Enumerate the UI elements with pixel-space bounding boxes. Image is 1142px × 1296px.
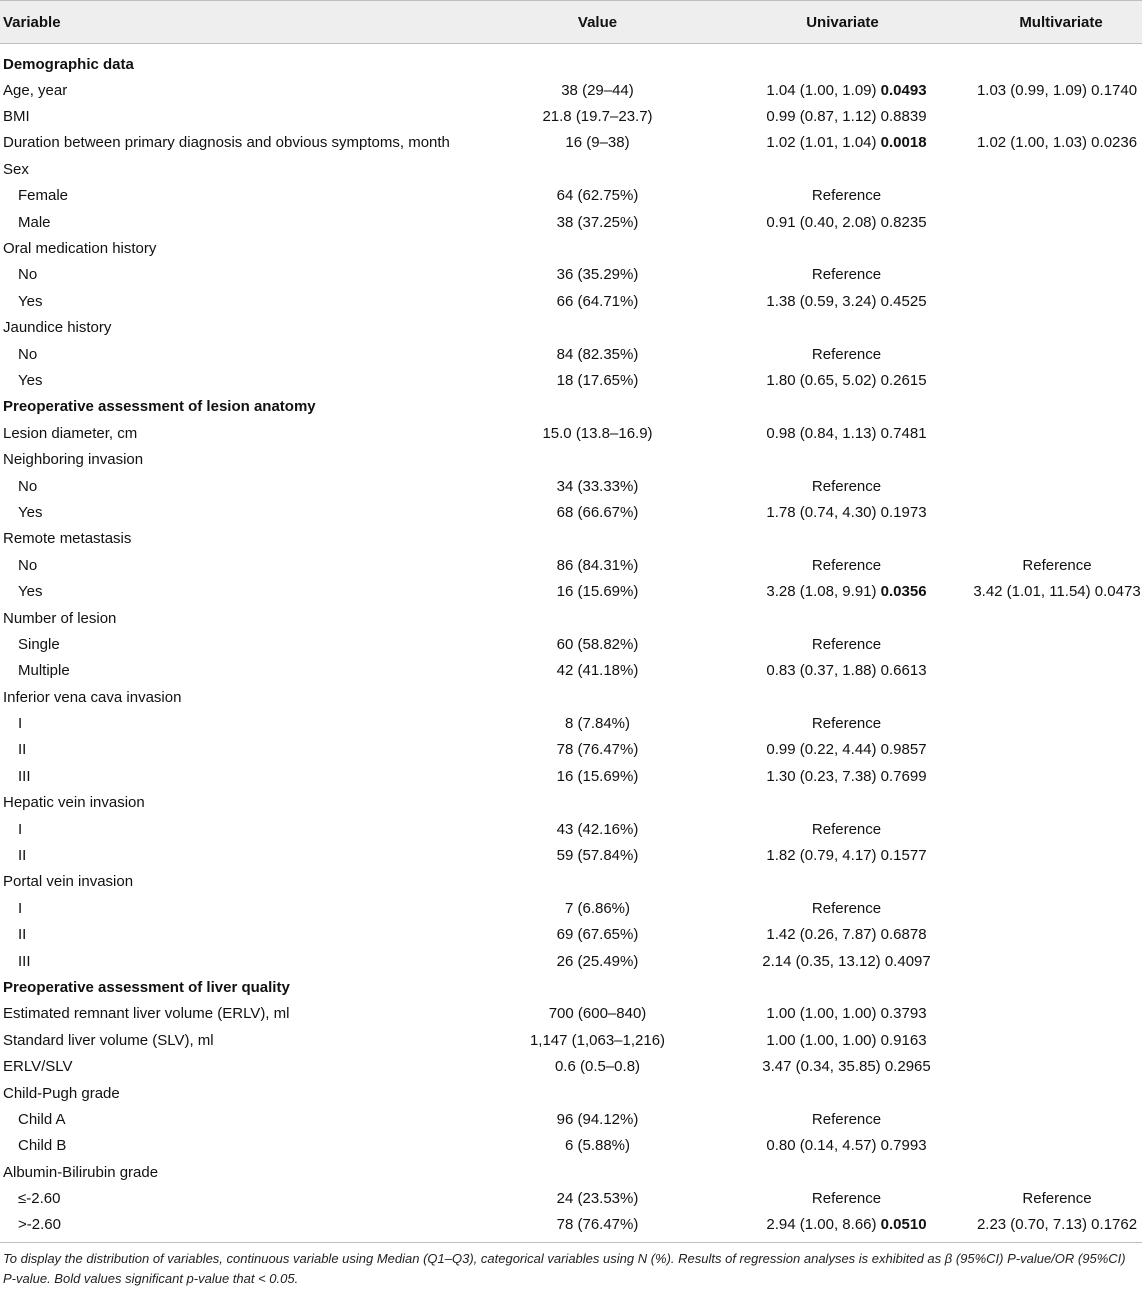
univariate-estimate: 1.78 (0.74, 4.30) — [766, 503, 877, 521]
variable-cell: Yes — [18, 371, 43, 389]
univariate-p-value: 0.7993 — [880, 1137, 927, 1155]
value-cell: 68 (66.67%) — [556, 503, 639, 521]
univariate-cell — [725, 1080, 960, 1106]
univariate-cell — [725, 315, 960, 341]
univariate-estimate: Reference — [811, 899, 882, 917]
variable-cell: ERLV/SLV — [3, 1058, 73, 1076]
multivariate-cell — [960, 869, 1142, 895]
multivariate-cell — [960, 631, 1142, 657]
multivariate-cell — [960, 816, 1142, 842]
variable-cell: Albumin-Bilirubin grade — [3, 1163, 159, 1181]
variable-cell: Yes — [18, 583, 43, 601]
table-row — [0, 710, 1142, 736]
univariate-p-value: 0.9163 — [880, 1031, 927, 1049]
multivariate-cell — [960, 262, 1142, 288]
group-row — [0, 1159, 1142, 1185]
value-cell: 15.0 (13.8–16.9) — [542, 424, 653, 442]
univariate-estimate: 1.30 (0.23, 7.38) — [766, 767, 877, 785]
variable-cell: No — [18, 345, 38, 363]
univariate-cell — [725, 183, 960, 209]
variable-cell: III — [18, 952, 31, 970]
value-cell: 6 (5.88%) — [564, 1137, 631, 1155]
section-row — [0, 44, 1142, 78]
table-row — [0, 499, 1142, 525]
multivariate-cell: 1.03 (0.99, 1.09) 0.1740 — [976, 81, 1138, 99]
variable-cell: Child A — [18, 1110, 66, 1128]
univariate-p-value: 0.7699 — [880, 767, 927, 785]
table-row — [0, 130, 1142, 156]
variable-cell: Remote metastasis — [3, 530, 132, 548]
multivariate-cell — [960, 658, 1142, 684]
univariate-p-value: 0.7481 — [880, 424, 927, 442]
table-row — [0, 341, 1142, 367]
table-row — [0, 631, 1142, 657]
multivariate-cell — [960, 315, 1142, 341]
univariate-estimate: Reference — [811, 345, 882, 363]
table-row — [0, 209, 1142, 235]
variable-cell: Child-Pugh grade — [3, 1084, 120, 1102]
value-cell: 16 (15.69%) — [556, 583, 639, 601]
univariate-cell — [725, 473, 960, 499]
variable-cell: No — [18, 266, 38, 284]
univariate-estimate: Reference — [811, 477, 882, 495]
multivariate-cell — [960, 1159, 1142, 1185]
univariate-p-value: 0.0493 — [880, 81, 927, 99]
table-header — [0, 1, 1142, 44]
univariate-cell — [725, 209, 960, 235]
table-row — [0, 262, 1142, 288]
multivariate-cell: Reference — [1022, 556, 1092, 574]
variable-cell: Sex — [3, 160, 29, 178]
variable-cell: II — [18, 926, 27, 944]
univariate-p-value: 0.0510 — [880, 1216, 927, 1234]
variable-cell: Portal vein invasion — [3, 873, 134, 891]
multivariate-cell — [960, 605, 1142, 631]
group-row — [0, 684, 1142, 710]
value-cell: 34 (33.33%) — [556, 477, 639, 495]
univariate-cell — [725, 710, 960, 736]
univariate-cell — [725, 605, 960, 631]
variable-cell: No — [18, 477, 38, 495]
value-cell — [470, 526, 725, 552]
multivariate-cell — [960, 156, 1142, 182]
multivariate-cell — [960, 922, 1142, 948]
univariate-estimate: 1.82 (0.79, 4.17) — [766, 847, 877, 865]
value-cell: 8 (7.84%) — [564, 715, 631, 733]
value-cell: 21.8 (19.7–23.7) — [542, 108, 653, 126]
multivariate-cell: 1.02 (1.00, 1.03) 0.0236 — [976, 134, 1138, 152]
univariate-cell — [725, 842, 960, 868]
multivariate-cell — [960, 763, 1142, 789]
multivariate-cell — [960, 710, 1142, 736]
univariate-estimate: 2.14 (0.35, 13.12) — [762, 952, 881, 970]
multivariate-cell — [960, 235, 1142, 261]
variable-cell: II — [18, 741, 27, 759]
univariate-estimate: 0.99 (0.22, 4.44) — [766, 741, 877, 759]
table-row — [0, 763, 1142, 789]
table-row — [0, 1185, 1142, 1211]
multivariate-cell — [960, 446, 1142, 472]
univariate-estimate: Reference — [811, 820, 882, 838]
multivariate-cell — [960, 341, 1142, 367]
table-row — [0, 1133, 1142, 1159]
univariate-cell — [725, 763, 960, 789]
multivariate-cell — [960, 499, 1142, 525]
variable-cell: Hepatic vein invasion — [3, 794, 145, 812]
multivariate-cell — [960, 895, 1142, 921]
variable-cell: III — [18, 767, 31, 785]
value-cell — [470, 684, 725, 710]
univariate-estimate: 0.80 (0.14, 4.57) — [766, 1137, 877, 1155]
univariate-cell — [725, 130, 960, 156]
univariate-estimate: 3.28 (1.08, 9.91) — [766, 583, 877, 601]
univariate-cell — [725, 1159, 960, 1185]
multivariate-cell — [960, 367, 1142, 393]
univariate-p-value: 0.1973 — [880, 503, 927, 521]
univariate-cell — [725, 895, 960, 921]
univariate-cell — [725, 578, 960, 604]
value-cell: 16 (9–38) — [565, 134, 630, 152]
univariate-cell — [725, 156, 960, 182]
univariate-cell — [725, 1212, 960, 1243]
univariate-cell — [725, 1053, 960, 1079]
univariate-p-value: 0.8839 — [880, 108, 927, 126]
univariate-p-value: 0.3793 — [880, 1005, 927, 1023]
univariate-p-value: 0.4097 — [884, 952, 931, 970]
table-row — [0, 816, 1142, 842]
value-cell: 59 (57.84%) — [556, 847, 639, 865]
univariate-estimate: Reference — [811, 635, 882, 653]
table-row — [0, 288, 1142, 314]
multivariate-cell — [960, 1133, 1142, 1159]
variable-cell: I — [18, 899, 23, 917]
variable-cell: Oral medication history — [3, 240, 157, 258]
group-row — [0, 790, 1142, 816]
univariate-cell — [725, 948, 960, 974]
group-row — [0, 156, 1142, 182]
multivariate-cell — [960, 1106, 1142, 1132]
univariate-cell — [725, 737, 960, 763]
value-cell — [470, 156, 725, 182]
group-row — [0, 605, 1142, 631]
multivariate-cell: Reference — [1022, 1190, 1092, 1208]
variable-cell: Single — [18, 635, 60, 653]
univariate-estimate: 1.00 (1.00, 1.00) — [766, 1031, 877, 1049]
univariate-estimate: 1.00 (1.00, 1.00) — [766, 1005, 877, 1023]
multivariate-cell — [960, 737, 1142, 763]
group-row — [0, 1080, 1142, 1106]
section-row — [0, 394, 1142, 420]
value-cell: 7 (6.86%) — [564, 899, 631, 917]
multivariate-cell — [960, 842, 1142, 868]
table-footnote: To display the distribution of variables, continuous variable using Median (Q1–Q3), categorical variables using N (%). Results of regression analyses is exhibited as β (95%CI) P-value/OR (95%CI) P-value. Bold values significant p-value that < 0.05. — [3, 1251, 1126, 1287]
univariate-cell — [725, 922, 960, 948]
univariate-estimate: Reference — [811, 266, 882, 284]
univariate-estimate: Reference — [811, 1190, 882, 1208]
variable-cell: Estimated remnant liver volume (ERLV), ml — [3, 1005, 290, 1023]
value-cell: 78 (76.47%) — [470, 1212, 725, 1243]
group-row — [0, 526, 1142, 552]
group-row — [0, 315, 1142, 341]
table-body — [0, 44, 1142, 1243]
group-row — [0, 869, 1142, 895]
table-row — [0, 473, 1142, 499]
univariate-cell — [725, 367, 960, 393]
table-row — [0, 1212, 1142, 1243]
variable-cell: Standard liver volume (SLV), ml — [3, 1031, 214, 1049]
univariate-cell — [725, 631, 960, 657]
value-cell: 64 (62.75%) — [556, 187, 639, 205]
univariate-p-value: 0.6878 — [880, 926, 927, 944]
table-row — [0, 1053, 1142, 1079]
value-cell: 36 (35.29%) — [556, 266, 639, 284]
univariate-p-value: 0.1577 — [880, 847, 927, 865]
header-row — [0, 1, 1142, 44]
multivariate-cell — [960, 394, 1142, 420]
table-row — [0, 552, 1142, 578]
univariate-estimate: 1.38 (0.59, 3.24) — [766, 292, 877, 310]
multivariate-cell — [960, 183, 1142, 209]
value-cell: 18 (17.65%) — [556, 371, 639, 389]
value-cell: 16 (15.69%) — [556, 767, 639, 785]
value-cell: 96 (94.12%) — [556, 1110, 639, 1128]
univariate-estimate: Reference — [811, 187, 882, 205]
value-cell — [470, 394, 725, 420]
table-row — [0, 737, 1142, 763]
univariate-cell — [725, 44, 960, 78]
table-row — [0, 1027, 1142, 1053]
univariate-cell — [725, 869, 960, 895]
univariate-estimate: 0.99 (0.87, 1.12) — [766, 108, 877, 126]
column-header-value: Value — [470, 1, 725, 44]
variable-cell: Child B — [18, 1137, 67, 1155]
value-cell — [470, 605, 725, 631]
section-heading: Demographic data — [3, 55, 134, 73]
table-row — [0, 895, 1142, 921]
variable-cell: Yes — [18, 503, 43, 521]
table-row — [0, 103, 1142, 129]
univariate-cell — [725, 103, 960, 129]
multivariate-cell — [960, 974, 1142, 1000]
multivariate-cell — [960, 1001, 1142, 1027]
multivariate-cell — [960, 420, 1142, 446]
univariate-cell — [725, 446, 960, 472]
section-row — [0, 974, 1142, 1000]
variable-cell: I — [18, 715, 23, 733]
value-cell: 1,147 (1,063–1,216) — [529, 1031, 666, 1049]
group-row — [0, 235, 1142, 261]
multivariate-cell — [960, 1053, 1142, 1079]
variable-cell: Lesion diameter, cm — [3, 424, 138, 442]
table-row — [0, 420, 1142, 446]
value-cell — [470, 446, 725, 472]
variable-cell: Yes — [18, 292, 43, 310]
variable-cell: I — [18, 820, 23, 838]
variable-cell: BMI — [3, 108, 30, 126]
variable-cell: Neighboring invasion — [3, 451, 144, 469]
univariate-cell — [725, 499, 960, 525]
univariate-cell — [725, 1185, 960, 1211]
univariate-cell — [725, 974, 960, 1000]
variable-cell: Age, year — [3, 81, 68, 99]
univariate-estimate: 2.94 (1.00, 8.66) — [766, 1216, 877, 1234]
value-cell: 38 (29–44) — [561, 81, 634, 99]
variable-cell: Jaundice history — [3, 319, 112, 337]
univariate-p-value: 0.9857 — [880, 741, 927, 759]
univariate-cell — [725, 526, 960, 552]
value-cell: 84 (82.35%) — [556, 345, 639, 363]
univariate-cell — [725, 790, 960, 816]
univariate-p-value: 0.6613 — [880, 662, 927, 680]
univariate-estimate: 0.98 (0.84, 1.13) — [766, 424, 877, 442]
section-heading: Preoperative assessment of lesion anatomy — [3, 398, 316, 416]
table-row — [0, 77, 1142, 103]
univariate-cell — [725, 77, 960, 103]
table-row — [0, 578, 1142, 604]
univariate-cell — [725, 658, 960, 684]
variable-cell: >-2.60 — [0, 1212, 470, 1243]
column-header-multivariate: Multivariate — [960, 1, 1142, 44]
multivariate-cell: 2.23 (0.70, 7.13) 0.1762 — [960, 1212, 1142, 1243]
value-cell — [470, 790, 725, 816]
univariate-estimate: Reference — [811, 556, 882, 574]
table-row — [0, 658, 1142, 684]
univariate-estimate: Reference — [811, 715, 882, 733]
table-row — [0, 842, 1142, 868]
value-cell: 38 (37.25%) — [556, 213, 639, 231]
group-row — [0, 446, 1142, 472]
value-cell — [470, 315, 725, 341]
univariate-estimate: 3.47 (0.34, 35.85) — [762, 1058, 881, 1076]
univariate-estimate: 0.91 (0.40, 2.08) — [766, 213, 877, 231]
univariate-cell — [725, 1133, 960, 1159]
multivariate-cell: 3.42 (1.01, 11.54) 0.0473 — [973, 583, 1141, 601]
value-cell: 86 (84.31%) — [556, 556, 639, 574]
univariate-estimate: 1.42 (0.26, 7.87) — [766, 926, 877, 944]
multivariate-cell — [960, 209, 1142, 235]
variable-cell: Female — [18, 187, 69, 205]
multivariate-cell — [960, 288, 1142, 314]
multivariate-cell — [960, 526, 1142, 552]
univariate-p-value: 0.0356 — [880, 583, 927, 601]
table-row — [0, 367, 1142, 393]
univariate-p-value: 0.0018 — [880, 134, 927, 152]
value-cell — [470, 235, 725, 261]
univariate-estimate: Reference — [811, 1110, 882, 1128]
univariate-estimate: 1.02 (1.01, 1.04) — [766, 134, 877, 152]
table-row — [0, 1001, 1142, 1027]
value-cell: 43 (42.16%) — [556, 820, 639, 838]
univariate-p-value: 0.8235 — [880, 213, 927, 231]
multivariate-cell — [960, 684, 1142, 710]
univariate-cell — [725, 420, 960, 446]
variable-cell: Male — [18, 213, 51, 231]
univariate-cell — [725, 394, 960, 420]
value-cell: 42 (41.18%) — [556, 662, 639, 680]
multivariate-cell — [960, 103, 1142, 129]
variable-cell: Inferior vena cava invasion — [3, 688, 182, 706]
value-cell: 24 (23.53%) — [556, 1190, 639, 1208]
multivariate-cell — [960, 1080, 1142, 1106]
multivariate-cell — [960, 1027, 1142, 1053]
univariate-cell — [725, 341, 960, 367]
univariate-cell — [725, 262, 960, 288]
table-row — [0, 922, 1142, 948]
value-cell: 60 (58.82%) — [556, 635, 639, 653]
value-cell — [470, 1159, 725, 1185]
univariate-p-value: 0.4525 — [880, 292, 927, 310]
variable-cell: ≤-2.60 — [18, 1190, 61, 1208]
univariate-cell — [725, 288, 960, 314]
table-row — [0, 948, 1142, 974]
multivariate-cell — [960, 948, 1142, 974]
univariate-estimate: 1.04 (1.00, 1.09) — [766, 81, 877, 99]
variable-cell: Duration between primary diagnosis and obvious symptoms, month — [3, 134, 450, 152]
value-cell: 66 (64.71%) — [556, 292, 639, 310]
value-cell: 69 (67.65%) — [556, 926, 639, 944]
multivariate-cell — [960, 790, 1142, 816]
value-cell — [470, 974, 725, 1000]
value-cell — [470, 869, 725, 895]
univariate-cell — [725, 1001, 960, 1027]
value-cell — [470, 1080, 725, 1106]
univariate-p-value: 0.2615 — [880, 371, 927, 389]
value-cell: 0.6 (0.5–0.8) — [554, 1058, 641, 1076]
univariate-cell — [725, 684, 960, 710]
value-cell: 26 (25.49%) — [556, 952, 639, 970]
column-header-variable: Variable — [0, 1, 470, 44]
variable-cell: II — [18, 847, 27, 865]
value-cell: 78 (76.47%) — [556, 741, 639, 759]
univariate-estimate: 0.83 (0.37, 1.88) — [766, 662, 877, 680]
value-cell: 700 (600–840) — [548, 1005, 647, 1023]
univariate-cell — [725, 235, 960, 261]
variable-cell: Multiple — [18, 662, 70, 680]
section-heading: Preoperative assessment of liver quality — [3, 978, 290, 996]
table-row — [0, 183, 1142, 209]
univariate-cell — [725, 1027, 960, 1053]
univariate-cell — [725, 552, 960, 578]
multivariate-cell — [960, 473, 1142, 499]
column-header-univariate: Univariate — [725, 1, 960, 44]
multivariate-cell — [960, 44, 1142, 78]
univariate-cell — [725, 816, 960, 842]
univariate-p-value: 0.2965 — [884, 1058, 931, 1076]
variable-cell: Number of lesion — [3, 609, 117, 627]
univariate-estimate: 1.80 (0.65, 5.02) — [766, 371, 877, 389]
table-row — [0, 1106, 1142, 1132]
value-cell — [470, 44, 725, 78]
variable-cell: No — [18, 556, 38, 574]
univariate-cell — [725, 1106, 960, 1132]
